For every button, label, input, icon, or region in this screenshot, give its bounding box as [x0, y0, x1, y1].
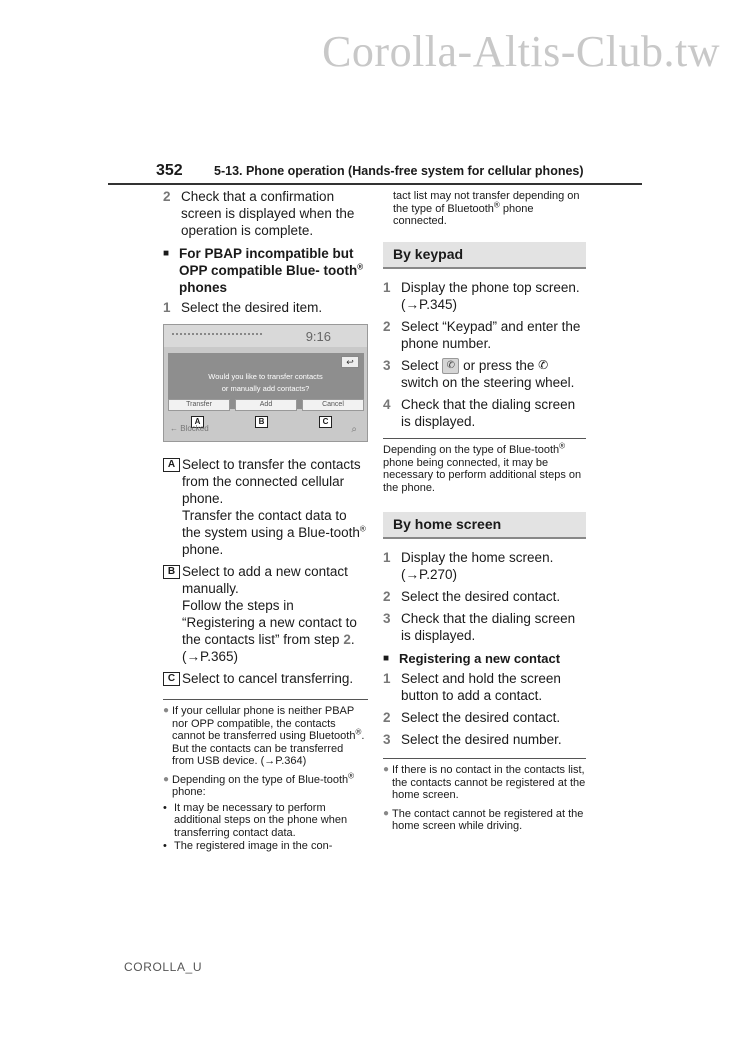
dot-bullet-icon: ●: [383, 807, 390, 819]
square-bullet-icon: ■: [383, 653, 390, 665]
dialog-message: Would you like to transfer contacts or manually add contacts?: [208, 372, 323, 393]
step-text: Select the desired item.: [181, 300, 323, 315]
step-item: 3 Check that the dialing screen is displayed.: [383, 611, 576, 644]
step-item: 2 Select the desired contact.: [383, 589, 561, 605]
step-item: 4 Check that the dialing screen is displayed.: [383, 397, 576, 430]
step-item: 2 Select “Keypad” and enter the phone number.: [383, 318, 581, 351]
note-item: ● Depending on the type of Blue-tooth® phone:: [163, 770, 355, 798]
transfer-button: Transfer: [168, 399, 230, 411]
step-number: 1: [163, 300, 171, 315]
callout-a: A: [191, 416, 204, 428]
page-number: 352: [156, 162, 183, 179]
register-notes: [383, 758, 586, 833]
step-item: 3 Select the desired number.: [383, 732, 562, 748]
item-a: A Select to transfer the contacts from the connected cellular phone. Transfer the contact data to the system using a Blue-tooth® phone.: [163, 456, 368, 558]
left-column: [163, 188, 368, 854]
step-item: [163, 188, 368, 239]
screen-time: 9:16: [305, 329, 331, 344]
steering-phone-switch-icon: ✆: [538, 358, 549, 373]
step-item: 2 Select the desired contact.: [383, 710, 561, 726]
dialog-buttons: [168, 399, 364, 411]
section-title-keypad: By keypad: [383, 242, 586, 269]
transfer-screen-image: [163, 324, 368, 442]
item-c: C Select to cancel transferring.: [163, 670, 368, 687]
label-b: B: [163, 565, 180, 579]
phone-icon: ✆: [442, 358, 459, 374]
keypad-note: Depending on the type of Blue-tooth® phone being connected, it may be necessary to perform additional steps on the phone.: [383, 438, 586, 494]
section-title-home: By home screen: [383, 512, 586, 539]
pbap-heading: ■ For PBAP incompatible but OPP compatible Blue- tooth® phones: [163, 246, 364, 295]
square-bullet-icon: ■: [163, 248, 170, 259]
step-item: 1 Display the home screen. (→P.270): [383, 550, 554, 583]
search-icon: ⌕: [351, 424, 357, 435]
add-button: Add: [235, 399, 297, 411]
dot-bullet-icon: ●: [163, 705, 170, 716]
step-item: 1 Display the phone top screen. (→P.345): [383, 279, 580, 312]
register-heading: ■ Registering a new contact: [383, 651, 561, 667]
item-b: B Select to add a new contact manually. Follow the steps in “Registering a new contact to the contacts list” from step 2. (→P.365): [163, 563, 368, 665]
page-header: [108, 160, 642, 185]
continuation-note: tact list may not transfer depending on the type of Bluetooth® phone connected.: [393, 190, 580, 227]
footer-code: COROLLA_U: [124, 960, 203, 974]
status-icons: [172, 333, 262, 338]
label-c: C: [163, 672, 180, 686]
right-column: [383, 188, 586, 839]
list-item: • The registered image in the con-: [163, 840, 333, 852]
note-item: ● The contact cannot be registered at the home screen while driving.: [383, 807, 584, 833]
step-item: 3 Select ✆ or press the ✆ switch on the steering wheel.: [383, 357, 575, 391]
note-item: ● If there is no contact in the contacts list, the contacts cannot be registered at the home screen.: [383, 764, 586, 802]
watermark: Corolla-Altis-Club.tw: [322, 27, 720, 76]
back-icon: ↩: [341, 356, 359, 368]
dot-bullet-icon: ●: [163, 773, 170, 785]
list-item: • It may be necessary to perform additional steps on the phone when transferring contact data.: [163, 801, 348, 839]
dot-bullet-icon: ●: [383, 764, 390, 776]
step-number: 2: [163, 189, 171, 204]
label-a: A: [163, 458, 180, 472]
cancel-button: Cancel: [302, 399, 364, 411]
step-item: [163, 299, 368, 316]
step-text: Check that a confirmation screen is displayed when the operation is complete.: [181, 189, 355, 238]
callout-c: C: [319, 416, 332, 428]
note-item: ● If your cellular phone is neither PBAP nor OPP compatible, the contacts cannot be transferred using Bluetooth®. But the contacts can be transferred from USB device. (→P.364): [163, 705, 365, 767]
notes-box: [163, 699, 368, 853]
screen-bottom-text: ← Blocked: [170, 424, 209, 433]
sub-bullet-list: [163, 802, 368, 853]
chapter-title: 5-13. Phone operation (Hands-free system for cellular phones): [214, 164, 584, 178]
step-item: 1 Select and hold the screen button to add a contact.: [383, 671, 561, 704]
callout-b: B: [255, 416, 268, 428]
